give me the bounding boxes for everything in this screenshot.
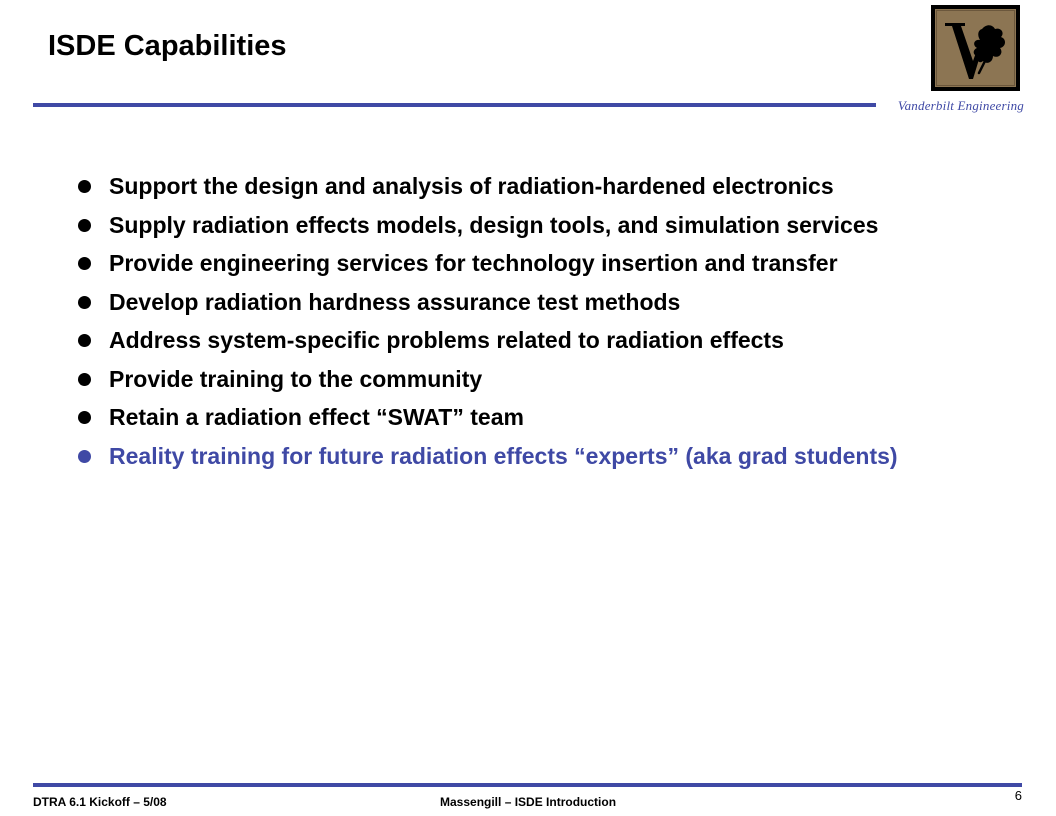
bullet-dot [78,180,91,193]
bullet-text: Reality training for future radiation effects “experts” (aka grad students) [109,442,898,469]
bullet-dot [78,450,91,463]
bullet-list [78,170,898,478]
bullet-dot [78,411,91,424]
brand-label: Vanderbilt Engineering [897,98,1024,113]
bullet-item [78,324,898,363]
footer-presenter-label: Massengill – ISDE Introduction [440,795,617,809]
vanderbilt-logo-icon [931,5,1020,91]
bullet-dot [78,219,91,232]
bullet-text: Supply radiation effects models, design tools, and simulation services [109,211,879,238]
bullet-dot [78,373,91,386]
footer-event-label: DTRA 6.1 Kickoff – 5/08 [33,795,167,809]
header-divider [33,103,876,107]
bullet-item [78,286,898,325]
bullet-item-highlighted [78,440,898,479]
bullet-item [78,170,898,209]
bullet-dot [78,296,91,309]
page-number: 6 [1014,788,1022,803]
bullet-text: Retain a radiation effect “SWAT” team [109,404,524,430]
bullet-dot [78,334,91,347]
slide-title: ISDE Capabilities [48,30,287,62]
bullet-text: Provide engineering services for technology insertion and transfer [109,250,838,276]
bullet-text: Develop radiation hardness assurance test methods [109,288,681,315]
bullet-item [78,401,898,440]
bullet-item [78,363,898,402]
bullet-text: Support the design and analysis of radiation-hardened electronics [109,173,834,199]
bullet-dot [78,257,91,270]
bullet-text: Address system-specific problems related to radiation effects [109,327,784,353]
bullet-item [78,209,898,248]
logo-graphic [935,9,1016,87]
bullet-item [78,247,898,286]
footer-divider [33,783,1022,787]
bullet-text: Provide training to the community [109,365,483,392]
